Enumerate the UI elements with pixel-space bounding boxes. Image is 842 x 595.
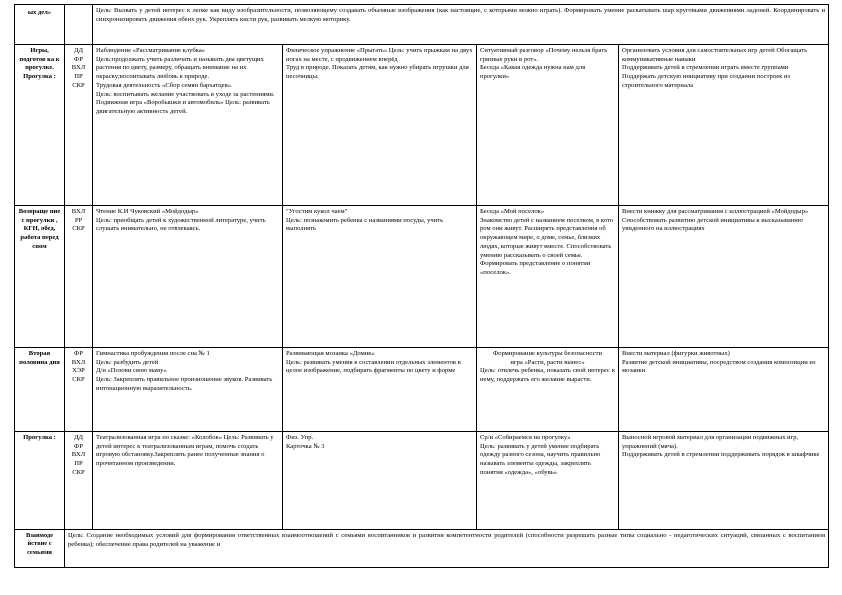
area-code: ПР <box>74 73 83 81</box>
cell-text: Ср/и «Собираемся на прогулку» <box>480 434 571 441</box>
area-code: ФР <box>74 442 83 450</box>
parents-goal-text: Цель: Создание необходимых условий для формирования ответственных взаимоотношений с семьями воспитанников и развития компетентности родителей (способности разрешать разные типы социально - педагогических ситуаций, связанных с воспитанием ребенка); обеспечение права родителей на уважение и <box>65 530 829 568</box>
codes-cell <box>65 45 93 206</box>
cell-text: Формирование культуры безопасности <box>492 350 603 357</box>
subgroup-activity-cell <box>283 206 477 348</box>
cell-text: Трудовая деятельность «Сбор семян бархатцев». <box>96 81 233 89</box>
area-code: ДД <box>74 434 83 441</box>
cell-text: Подвижная игра «Воробышки и автомобиль» Цель: развивать двигательную активность детей. <box>96 99 270 115</box>
codes-cell <box>65 206 93 348</box>
cell-text: Цель: отвлечь ребенка, показать свой интерес к нему, поддержать его желание вырасти. <box>480 367 615 384</box>
cell-text: Цель: разбудить детей <box>96 358 159 366</box>
cell-text: Развивающая мозаика «Домик» <box>286 350 375 357</box>
environment-cell <box>619 206 829 348</box>
table-row <box>15 45 829 206</box>
area-code: РР <box>74 216 83 224</box>
subgroup-activity-cell <box>283 348 477 432</box>
codes-cell <box>65 5 93 45</box>
cell-text: Способствовать развитию детской инициативы к высказыванию увиденного на иллюстрациях <box>622 216 803 233</box>
individual-activity-cell <box>477 206 619 348</box>
area-code: ФР <box>74 350 83 357</box>
cell-text: Цель: воспитывать желание участвовать в уходе за растениями. <box>96 90 275 98</box>
row-label: Вторая половина дня <box>15 348 65 432</box>
cell-text: Карточка № 3 <box>286 442 325 450</box>
cell-text: Физ. Упр. <box>286 434 314 441</box>
cell-text: Цель: развивать умения в составлении отдельных элементов в целое изображение, подбирать фрагменты по цвету и форме <box>286 358 461 375</box>
cell-text: Физическое упражнение «Прыгать» Цель: учить прыжкам на двух ногах на месте, с продвижением вперёд <box>286 47 473 63</box>
cell-text: Знакомство детей с названием поселком, в кото ром они живут. Расширять представления об окружающем мире, о доме, семье, близких людях, которые живут вместе. Способствовать умению рассказывать о своей семье. Формировать представление о понятии «поселок». <box>480 216 614 276</box>
cell-text: Беседа «Какая одежда нужна нам для прогулки» <box>480 64 586 81</box>
subgroup-activity-cell <box>283 45 477 206</box>
table-row <box>15 206 829 348</box>
cell-text: Цель: приобщать детей к художественной литературе, учить слушать внимательно, не отвлекаясь. <box>96 216 266 233</box>
cell-text: Поддерживать детей в стремлении поддерживать порядок в шкафчике <box>622 451 820 459</box>
group-activity-cell <box>93 45 283 206</box>
individual-activity-cell <box>477 348 619 432</box>
cell-text: Театрализованная игра по сказке: «Колобок» Цель: Развивать у детей интерес к театрализованным играм, помочь создать игровую обстановку.Закреплять ранее полученные знания о прочитанном произведении. <box>96 434 274 468</box>
daily-plan-table <box>14 4 829 568</box>
area-code: ФР <box>74 55 83 63</box>
environment-cell <box>619 348 829 432</box>
area-code: СКР <box>72 225 85 233</box>
row-label: Взаимоде йствие с семьями <box>15 530 65 568</box>
cell-text: Цель: Закреплять правильное произношение звуков. Развивать интонационную выразительность. <box>96 376 273 392</box>
cell-text: Д/и «Позови свою маму» <box>96 367 167 375</box>
environment-cell <box>619 432 829 530</box>
area-code: ВХЛ <box>71 64 86 72</box>
cell-text: Беседа «Мой поселок» <box>480 208 545 215</box>
area-code: СКР <box>72 376 85 384</box>
cell-text: Цель: развивать у детей умение подбирать одежду разного сезона, научить правильно называть элементы одежды, закреплять понятия «одежда», «обувь» <box>480 442 601 476</box>
row-label: Игры, подготов ка к прогулке. Прогулка : <box>15 45 65 206</box>
group-activity-cell <box>93 432 283 530</box>
area-code: СКР <box>72 468 85 476</box>
area-code: ВХЛ <box>71 208 86 215</box>
area-code: ВХЛ <box>71 358 86 366</box>
cell-text: Наблюдение «Рассматривание клубка» <box>96 47 206 54</box>
table-row <box>15 432 829 530</box>
area-code: ВХЛ <box>71 451 86 459</box>
table-row <box>15 348 829 432</box>
row-label: ых дел» <box>15 5 65 45</box>
group-activity-cell <box>93 206 283 348</box>
area-code: ДД <box>74 47 83 54</box>
cell-text: Цель: познакомить ребенка с названиями посуды, учить выполнять <box>286 216 444 233</box>
individual-activity-cell <box>477 432 619 530</box>
row-label: Прогулка : <box>15 432 65 530</box>
environment-cell <box>619 45 829 206</box>
area-code: СКР <box>72 81 85 89</box>
group-activity-cell <box>93 348 283 432</box>
table-row <box>15 5 829 45</box>
cell-text: "Угостим кукол чаем" <box>286 208 348 215</box>
row-label: Возвраще ние с прогулки , КГН, обед, работа перед сном <box>15 206 65 348</box>
area-code: ХЭР <box>72 367 85 375</box>
cell-text: Чтение К.И Чуковский «Мойдодыр» <box>96 208 199 215</box>
individual-activity-cell <box>477 45 619 206</box>
cell-text: Труд в природе. Показать детям, как нужно убирать игрушки для песочницы. <box>286 64 469 81</box>
subgroup-activity-cell <box>283 432 477 530</box>
table-row <box>15 530 829 568</box>
cell-text: Организовать условия для самостоятельных игр детей Обогащать коммуникативные навыки <box>622 47 808 63</box>
cell-text: Внести книжку для рассматривания с иллюстрацией «Мойдодыр» <box>622 208 809 215</box>
cell-text: Развитие детской инициативы, посредством создания композиции из мозаики <box>622 358 816 375</box>
codes-cell <box>65 348 93 432</box>
cell-text: Выносной игровой материал для организации подвижных игр, упражнений (мяча). <box>622 434 799 450</box>
cell-text: Внести материал (фигурки животных) <box>622 350 730 357</box>
cell-text: игра «Расти, расти вынес» <box>510 358 585 366</box>
area-code: ПР <box>74 460 83 468</box>
activity-goal-text: Цель: Вызвать у детей интерес к лепке как виду изобразительности, позволяющему создавать объемные изображения (как настоящие, с которыми можно играть). Формировать умение раскатывать шар круговыми движениями ладоней. Координировать и синхронизировать движения обеих рук. Укреплять кисти рук, развивать мелкую моторику. <box>93 5 829 45</box>
cell-text: Ситуативный разговор «Почему нельзя брать грязные руки в рот». <box>480 47 608 63</box>
cell-text: Гимнастика пробуждения после сна № 1 <box>96 350 210 357</box>
codes-cell <box>65 432 93 530</box>
cell-text: Цель:продолжать учить различать и называть два цветущих растения по цвету, размеру, обращать внимание на их окраску;воспитывать любовь к природе. <box>96 55 264 81</box>
cell-text: Поддержать детскую инициативу при создании построек из строительного материала <box>622 73 791 89</box>
plan-sheet <box>14 4 828 568</box>
cell-text: Поддерживать детей в стремлении играть вместе группами <box>622 64 789 72</box>
